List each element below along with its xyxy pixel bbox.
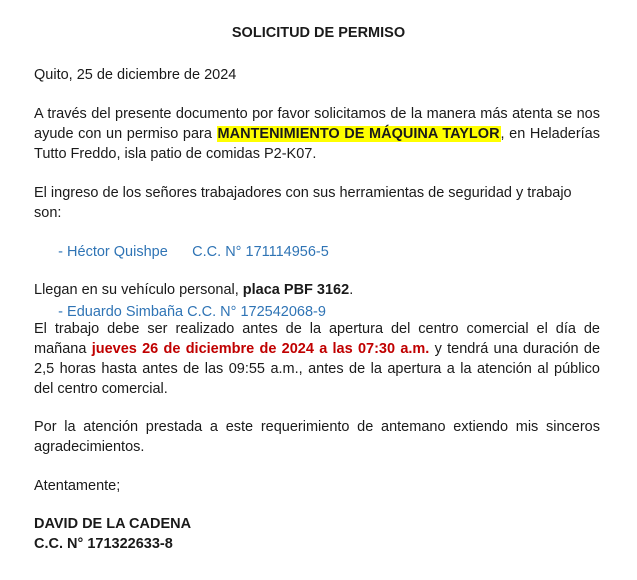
highlighted-service: MANTENIMIENTO DE MÁQUINA TAYLOR [217,126,500,142]
vehicle-text-after: . [349,282,354,298]
signer-name: DAVID DE LA CADENA [34,516,192,532]
workers-intro: El ingreso de los señores trabajadores con sus herramientas de seguridad y trabajo son: [34,185,572,221]
request-paragraph [34,104,600,164]
worker-name: - Eduardo Simbaña [58,304,184,320]
closing-line: Atentamente; [34,478,121,494]
date-line: Quito, 25 de diciembre de 2024 [34,67,237,83]
schedule-text-before: El trabajo debe ser realizado antes de la apertura del centro comercial el día de mañana [34,321,600,357]
worker-id: C.C. N° 171114956-5 [192,244,329,260]
schedule-paragraph [34,319,600,399]
worker-id: C.C. N° 172542068-9 [187,304,326,320]
signature-block [34,514,600,554]
vehicle-text-before: Llegan en su vehículo personal, [34,282,243,298]
request-text-after: , en Heladerías Tutto Freddo, isla patio de comidas P2-K07. [34,126,600,162]
request-text-before: A través del presente documento por favor solicitamos de la manera más atenta se nos ayude con un permiso para [34,106,600,142]
document-title: SOLICITUD DE PERMISO [231,25,406,41]
schedule-emphasis: jueves 26 de diciembre de 2024 a las 07:30 a.m. [91,341,430,357]
vehicle-plate: placa PBF 3162 [242,282,350,298]
schedule-text-after: y tendrá una duración de 2,5 horas hasta antes de las 09:55 a.m., antes de la apertura a la atención al público del centro comercial. [34,341,601,397]
vehicle-line [34,280,600,300]
signer-id: C.C. N° 171322633-8 [34,536,173,552]
worker-item [34,222,600,282]
thanks-paragraph: Por la atención prestada a este requerimiento de antemano extiendo mis sinceros agradecimientos. [34,419,600,455]
worker-name: - Héctor Quishpe [58,244,168,260]
